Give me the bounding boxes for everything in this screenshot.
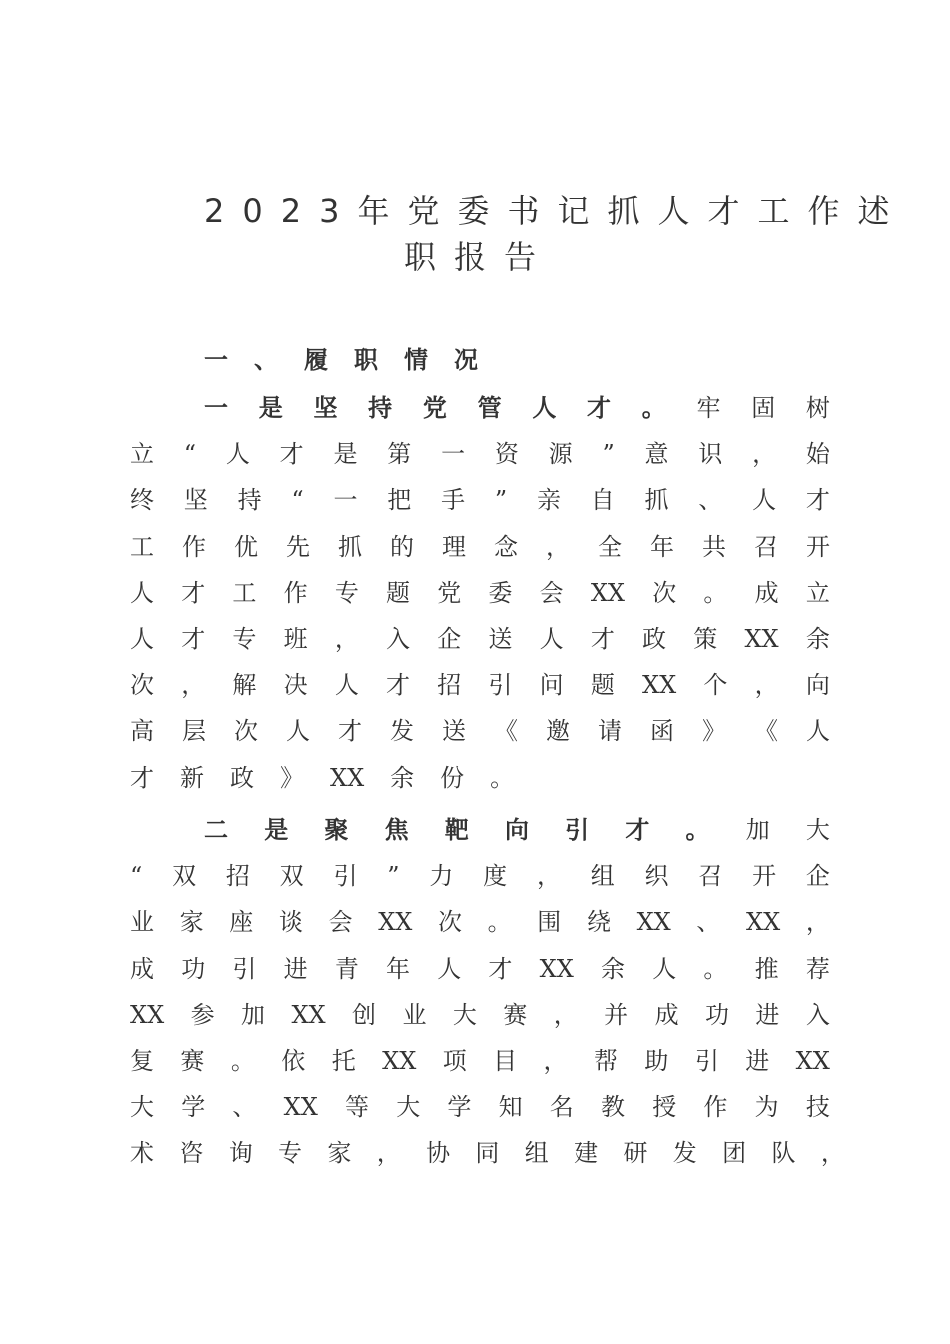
text-glyph: 助 [644, 1046, 669, 1075]
text-glyph: 大 [130, 1093, 154, 1122]
text-glyph: 招 [437, 671, 462, 700]
text-glyph: 发 [672, 1139, 697, 1168]
text-glyph: 年 [650, 532, 674, 561]
text-glyph: 共 [702, 532, 726, 561]
text-glyph: 份 [440, 763, 465, 792]
text-glyph: 树 [805, 394, 830, 422]
text-glyph: 工 [130, 532, 154, 561]
text-glyph: 识 [698, 440, 723, 469]
text-glyph: 绕 [586, 908, 611, 937]
text-glyph: 专 [334, 578, 359, 607]
text-glyph: ” [494, 486, 508, 515]
text-glyph: 《 [754, 717, 778, 746]
text-glyph: XX [539, 954, 574, 983]
text-glyph: 才 [587, 393, 612, 422]
text-glyph: ， [376, 1139, 401, 1168]
text-glyph: 大 [452, 1000, 477, 1029]
text-glyph: 引 [333, 862, 358, 891]
text-glyph: 坚 [183, 486, 208, 515]
text-glyph: 研 [623, 1139, 648, 1168]
text-glyph: 人 [225, 440, 250, 469]
text-glyph: 队 [771, 1139, 796, 1168]
text-glyph: 理 [442, 532, 466, 561]
paragraph-line [130, 853, 830, 899]
text-glyph: 开 [806, 532, 830, 561]
text-glyph: 人 [437, 954, 462, 983]
paragraph-line [130, 807, 830, 853]
text-glyph: 织 [644, 862, 669, 891]
text-glyph: 》 [702, 717, 726, 746]
text-glyph: “ [183, 440, 197, 469]
text-glyph: 企 [805, 862, 830, 891]
paragraph-line [130, 662, 830, 708]
text-glyph: 层 [182, 717, 206, 746]
text-glyph: 开 [752, 862, 777, 891]
text-glyph: 高 [130, 717, 154, 746]
text-glyph: 等 [344, 1093, 369, 1122]
text-glyph: 会 [328, 908, 353, 937]
text-glyph: ， [334, 624, 359, 653]
text-glyph: 加 [745, 816, 770, 844]
text-glyph: 组 [590, 862, 615, 891]
text-glyph: 把 [387, 486, 412, 515]
text-glyph: 、 [698, 486, 723, 515]
text-glyph: 源 [548, 440, 573, 469]
text-glyph: 功 [704, 1000, 729, 1029]
text-glyph: 复 [130, 1046, 154, 1075]
text-glyph: 才 [181, 624, 206, 653]
text-glyph: 政 [642, 624, 667, 653]
text-glyph: 创 [352, 1000, 377, 1029]
text-glyph: 。 [230, 1046, 255, 1075]
text-glyph: 才 [590, 624, 615, 653]
text-glyph: 功 [181, 954, 206, 983]
text-glyph: ， [181, 671, 206, 700]
text-glyph: 引 [565, 815, 590, 844]
text-glyph: 向 [805, 671, 830, 700]
text-glyph: 立 [805, 578, 830, 607]
text-glyph: 管 [477, 393, 502, 422]
text-glyph: 。 [685, 815, 710, 844]
text-glyph: 教 [601, 1093, 625, 1122]
text-glyph: 。 [641, 393, 666, 422]
text-glyph: 余 [805, 624, 830, 653]
paragraph-line [130, 431, 830, 477]
text-glyph: 持 [368, 393, 393, 422]
paragraph-line [130, 946, 830, 992]
text-glyph: 协 [426, 1139, 451, 1168]
text-glyph: 才 [625, 815, 650, 844]
text-glyph: 招 [225, 862, 250, 891]
text-glyph: 发 [390, 717, 414, 746]
text-glyph: 引 [232, 954, 257, 983]
text-glyph: 术 [130, 1139, 154, 1168]
paragraph-line [130, 616, 830, 662]
text-glyph: 次 [234, 717, 258, 746]
text-glyph: 专 [232, 624, 257, 653]
text-glyph: 终 [130, 486, 154, 515]
text-glyph: “ [291, 486, 304, 515]
text-glyph: 家 [327, 1139, 352, 1168]
text-glyph: 技 [805, 1093, 830, 1122]
text-glyph: 聚 [324, 815, 349, 844]
text-glyph: 成 [754, 578, 779, 607]
text-glyph: 、 [696, 908, 721, 937]
text-glyph: 邀 [546, 717, 570, 746]
text-glyph: 度 [483, 862, 508, 891]
text-glyph: 团 [722, 1139, 747, 1168]
text-glyph: 家 [179, 908, 204, 937]
text-glyph: 才 [130, 763, 154, 792]
text-glyph: ， [553, 1000, 578, 1029]
text-glyph: 。 [703, 954, 728, 983]
text-glyph: XX [642, 671, 677, 700]
text-glyph: ， [754, 671, 779, 700]
text-glyph: 政 [230, 763, 254, 792]
text-glyph: 同 [475, 1139, 500, 1168]
text-glyph: 焦 [384, 815, 409, 844]
paragraph-line [130, 385, 830, 431]
text-glyph: 送 [442, 717, 466, 746]
text-glyph: 依 [281, 1046, 306, 1075]
text-glyph: 托 [331, 1046, 356, 1075]
text-glyph: 手 [441, 486, 466, 515]
text-glyph: 会 [539, 578, 564, 607]
text-glyph: 、 [232, 1093, 257, 1122]
text-glyph: 引 [694, 1046, 719, 1075]
text-glyph: ” [387, 862, 400, 891]
text-glyph: ， [536, 862, 561, 891]
paragraph-line [130, 755, 830, 801]
text-glyph: 。 [490, 763, 515, 792]
text-glyph: XX [744, 624, 779, 653]
text-glyph: 进 [745, 1046, 770, 1075]
text-glyph: 大 [805, 816, 830, 844]
paragraph-line [130, 992, 830, 1038]
text-glyph: 第 [387, 440, 412, 469]
text-glyph: 人 [130, 578, 154, 607]
text-glyph: 才 [805, 486, 830, 515]
text-glyph: 业 [130, 908, 154, 937]
text-glyph: 才 [181, 578, 206, 607]
text-glyph: 委 [488, 578, 513, 607]
text-glyph: ， [805, 908, 830, 937]
text-glyph: XX [746, 908, 781, 937]
text-glyph: ” [602, 440, 615, 469]
text-glyph: 并 [604, 1000, 629, 1029]
text-glyph: 作 [703, 1093, 728, 1122]
text-glyph: 人 [286, 717, 310, 746]
text-glyph: ， [546, 532, 570, 561]
text-glyph: 学 [181, 1093, 206, 1122]
text-glyph: XX [636, 908, 671, 937]
text-glyph: 召 [754, 532, 778, 561]
text-glyph: 荐 [805, 954, 830, 983]
text-glyph: 才 [488, 954, 513, 983]
text-glyph: 题 [386, 578, 411, 607]
text-glyph: 意 [644, 440, 669, 469]
text-glyph: 双 [172, 862, 197, 891]
text-glyph: 党 [437, 578, 462, 607]
text-glyph: XX [590, 578, 625, 607]
text-glyph: 赛 [503, 1000, 528, 1029]
text-glyph: 围 [537, 908, 562, 937]
text-glyph: 个 [703, 671, 728, 700]
text-glyph: 送 [488, 624, 513, 653]
text-glyph: 知 [498, 1093, 523, 1122]
text-glyph: 是 [333, 440, 358, 469]
text-glyph: 目 [493, 1046, 518, 1075]
text-glyph: 推 [754, 954, 779, 983]
text-glyph: XX [130, 1000, 165, 1029]
text-glyph: XX [382, 1046, 417, 1075]
paragraph-line [130, 708, 830, 754]
text-glyph: 亲 [536, 486, 561, 515]
text-glyph: 抓 [338, 532, 362, 561]
text-glyph: 组 [524, 1139, 549, 1168]
text-glyph: 工 [232, 578, 257, 607]
text-glyph: 的 [390, 532, 414, 561]
text-glyph: 帮 [593, 1046, 618, 1075]
text-glyph: 进 [755, 1000, 780, 1029]
text-glyph: XX [330, 763, 365, 792]
text-glyph: 自 [590, 486, 615, 515]
text-glyph: 新 [180, 763, 204, 792]
paragraph-line [130, 899, 830, 945]
text-glyph: 》 [280, 763, 304, 792]
text-glyph: 函 [650, 717, 674, 746]
text-glyph: 才 [338, 717, 362, 746]
text-glyph: 入 [805, 1000, 830, 1029]
text-glyph: 资 [494, 440, 519, 469]
section-heading: 一、履职情况 [204, 345, 504, 374]
text-glyph: 党 [422, 393, 447, 422]
document-title-line-1: 2023年党委书记抓人才工作述 [204, 192, 908, 230]
text-glyph: 余 [601, 954, 625, 983]
text-glyph: 学 [447, 1093, 472, 1122]
text-glyph: “ [130, 862, 143, 891]
text-glyph: 赛 [180, 1046, 205, 1075]
text-glyph: 引 [488, 671, 513, 700]
text-glyph: 。 [703, 578, 728, 607]
text-glyph: 为 [754, 1093, 779, 1122]
text-glyph: 一 [441, 440, 466, 469]
text-glyph: 班 [283, 624, 308, 653]
paragraph-line [130, 524, 830, 570]
text-glyph: 。 [487, 908, 512, 937]
text-glyph: 项 [442, 1046, 467, 1075]
text-glyph: 《 [494, 717, 518, 746]
paragraph-line [130, 1038, 830, 1084]
text-glyph: 谈 [278, 908, 303, 937]
text-glyph: 一 [204, 393, 228, 422]
text-glyph: 策 [693, 624, 718, 653]
document-title-line-2: 职报告 [404, 238, 555, 276]
text-glyph: 一 [333, 486, 358, 515]
text-glyph: 念 [494, 532, 518, 561]
text-glyph: 人 [532, 393, 557, 422]
text-glyph: 进 [283, 954, 308, 983]
text-glyph: 靶 [444, 815, 469, 844]
text-glyph: 力 [429, 862, 454, 891]
text-glyph: 二 [204, 815, 228, 844]
text-glyph: 是 [258, 393, 283, 422]
text-glyph: 加 [241, 1000, 266, 1029]
text-glyph: 授 [652, 1093, 677, 1122]
text-glyph: 咨 [179, 1139, 204, 1168]
text-glyph: 召 [698, 862, 723, 891]
text-glyph: 全 [598, 532, 622, 561]
text-glyph: 人 [130, 624, 154, 653]
paragraph-line [130, 1130, 845, 1176]
text-glyph: XX [795, 1046, 830, 1075]
paragraph-line [130, 477, 830, 523]
text-glyph: 专 [278, 1139, 303, 1168]
paragraph-line [130, 1084, 830, 1130]
text-glyph: XX [378, 908, 413, 937]
text-glyph: 座 [229, 908, 254, 937]
text-glyph: ， [543, 1046, 568, 1075]
text-glyph: 始 [805, 440, 830, 469]
text-glyph: 名 [549, 1093, 574, 1122]
text-glyph: 牢 [696, 394, 721, 422]
text-glyph: 双 [279, 862, 304, 891]
text-glyph: XX [283, 1093, 318, 1122]
text-glyph: XX [291, 1000, 326, 1029]
text-glyph: 题 [590, 671, 615, 700]
text-glyph: 成 [654, 1000, 679, 1029]
text-glyph: 人 [806, 717, 830, 746]
text-glyph: 问 [539, 671, 564, 700]
paragraph-line [130, 570, 830, 616]
text-glyph: 企 [437, 624, 462, 653]
text-glyph: 余 [390, 763, 415, 792]
text-glyph: 入 [386, 624, 411, 653]
text-glyph: 决 [283, 671, 308, 700]
text-glyph: ， [820, 1139, 845, 1168]
text-glyph: 大 [396, 1093, 421, 1122]
text-glyph: 坚 [313, 393, 338, 422]
text-glyph: 成 [130, 954, 154, 983]
text-glyph: 人 [539, 624, 564, 653]
text-glyph: 解 [232, 671, 257, 700]
text-glyph: 作 [182, 532, 206, 561]
paragraph-1 [130, 385, 830, 801]
text-glyph: 向 [504, 815, 529, 844]
text-glyph: 固 [751, 394, 776, 422]
text-glyph: 年 [386, 954, 411, 983]
text-glyph: 次 [438, 908, 463, 937]
text-glyph: 询 [228, 1139, 253, 1168]
text-glyph: 才 [386, 671, 411, 700]
text-glyph: 请 [598, 717, 622, 746]
text-glyph: 作 [283, 578, 308, 607]
text-glyph: 业 [402, 1000, 427, 1029]
text-glyph: 才 [279, 440, 304, 469]
text-glyph: 抓 [644, 486, 669, 515]
text-glyph: 优 [234, 532, 258, 561]
text-glyph: 人 [334, 671, 359, 700]
text-glyph: 次 [652, 578, 677, 607]
text-glyph: ， [752, 440, 777, 469]
text-glyph: 建 [574, 1139, 599, 1168]
text-glyph: 先 [286, 532, 310, 561]
text-glyph: 立 [130, 440, 154, 469]
text-glyph: 次 [130, 671, 154, 700]
text-glyph: 人 [652, 954, 677, 983]
paragraph-2 [130, 807, 845, 1177]
text-glyph: 青 [334, 954, 359, 983]
text-glyph: 是 [264, 815, 289, 844]
text-glyph: 参 [190, 1000, 215, 1029]
text-glyph: 人 [752, 486, 777, 515]
text-glyph: 持 [237, 486, 262, 515]
